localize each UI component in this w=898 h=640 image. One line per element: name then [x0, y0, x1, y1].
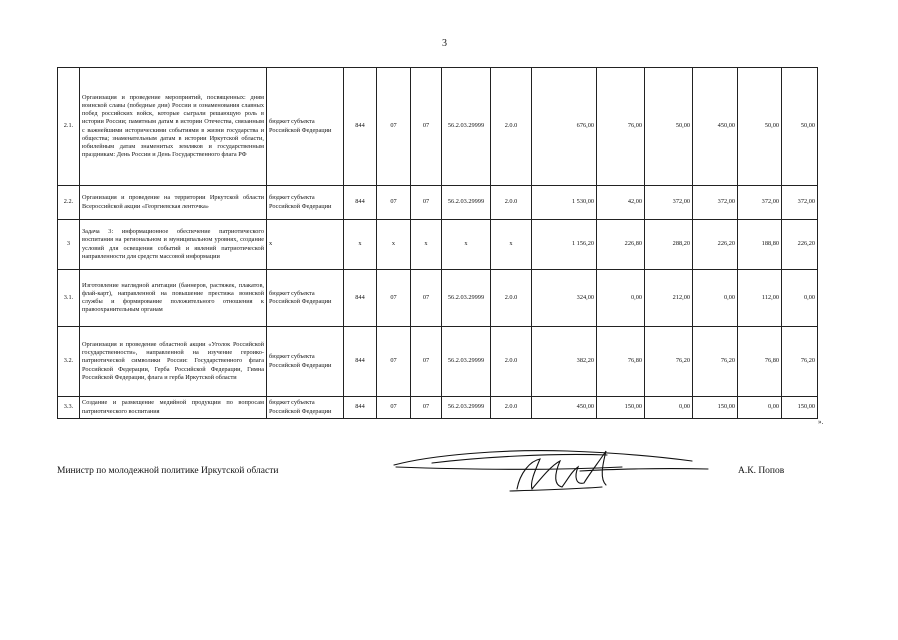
cell-pr: x [411, 220, 442, 270]
cell-name: Задача 3: информационное обеспечение патриотического воспитания на региональном и муниципальном уровнях, создание условий для освещения событий и явлений патриотической направленности для средств массовой информации [80, 220, 267, 270]
cell-source: x [267, 220, 344, 270]
cell-total: 1 530,00 [532, 186, 597, 220]
cell-num: 3.3. [58, 397, 80, 419]
cell-y3: 76,20 [693, 327, 738, 397]
cell-y1: 42,00 [597, 186, 645, 220]
table-body [58, 68, 818, 419]
cell-grbs: 844 [344, 68, 377, 186]
closing-quote-mark: ». [818, 418, 824, 426]
cell-csr: 56.2.03.29999 [442, 397, 491, 419]
cell-grbs: 844 [344, 397, 377, 419]
cell-name: Организация и проведение областной акции «Уголок Российской государственности», направленной на изучение героико-патриотической символики России: Государственного флага Российской Федерации, Герба Российской Федерации, Гимна Российской Федерации, флага и герба Иркутской области [80, 327, 267, 397]
cell-vr: 2.0.0 [491, 186, 532, 220]
cell-total: 324,00 [532, 270, 597, 327]
cell-rz: 07 [377, 397, 411, 419]
cell-source: бюджет субъекта Российской Федерации [267, 186, 344, 220]
cell-y5: 0,00 [782, 270, 818, 327]
cell-name: Изготовление наглядной агитации (баннеров, растяжек, плакатов, флай-карт), направленной на повышение престижа воинской службы и формирование положительного отношения к правоохранительным органам [80, 270, 267, 327]
cell-y2: 288,20 [645, 220, 693, 270]
cell-y1: 76,80 [597, 327, 645, 397]
cell-y4: 188,80 [738, 220, 782, 270]
cell-rz: 07 [377, 186, 411, 220]
cell-pr: 07 [411, 68, 442, 186]
cell-y3: 0,00 [693, 270, 738, 327]
signer-title: Министр по молодежной политике Иркутской области [57, 466, 279, 476]
table-row [58, 220, 818, 270]
cell-source: бюджет субъекта Российской Федерации [267, 270, 344, 327]
cell-name: Создание и размещение медийной продукции по вопросам патриотического воспитания [80, 397, 267, 419]
cell-y4: 50,00 [738, 68, 782, 186]
cell-y1: 0,00 [597, 270, 645, 327]
cell-vr: 2.0.0 [491, 270, 532, 327]
cell-rz: 07 [377, 68, 411, 186]
cell-csr: 56.2.03.29999 [442, 68, 491, 186]
cell-num: 2.1. [58, 68, 80, 186]
cell-y2: 372,00 [645, 186, 693, 220]
cell-total: 1 156,20 [532, 220, 597, 270]
cell-vr: 2.0.0 [491, 327, 532, 397]
cell-csr: 56.2.03.29999 [442, 186, 491, 220]
table-row [58, 397, 818, 419]
cell-source: бюджет субъекта Российской Федерации [267, 327, 344, 397]
cell-y4: 76,80 [738, 327, 782, 397]
cell-num: 3.1. [58, 270, 80, 327]
cell-y5: 50,00 [782, 68, 818, 186]
table-row [58, 68, 818, 186]
cell-rz: 07 [377, 270, 411, 327]
page-number: 3 [442, 38, 447, 49]
table-row [58, 270, 818, 327]
cell-name: Организация и проведение мероприятий, посвященных: дням воинской славы (победные дни) России и ознаменования славных побед российских войск, которые сыграли решающую роль в истории России; памятным датам в истории Отечества, связанным с важнейшими историческими событиями в жизни государства и общества; знаменательным датам в истории Иркутской области, юбилейным датам знаменитых земляков и государственным праздникам: День России и День Государственного флага РФ [80, 68, 267, 186]
cell-grbs: 844 [344, 270, 377, 327]
cell-pr: 07 [411, 186, 442, 220]
cell-y5: 76,20 [782, 327, 818, 397]
cell-y4: 112,00 [738, 270, 782, 327]
cell-pr: 07 [411, 270, 442, 327]
cell-total: 450,00 [532, 397, 597, 419]
cell-y4: 372,00 [738, 186, 782, 220]
cell-pr: 07 [411, 397, 442, 419]
cell-total: 676,00 [532, 68, 597, 186]
cell-num: 3.2. [58, 327, 80, 397]
signature-image [392, 443, 712, 498]
table-row [58, 186, 818, 220]
cell-rz: x [377, 220, 411, 270]
cell-y5: 150,00 [782, 397, 818, 419]
budget-table [57, 67, 818, 419]
cell-y3: 372,00 [693, 186, 738, 220]
cell-num: 2.2. [58, 186, 80, 220]
cell-csr: x [442, 220, 491, 270]
cell-y3: 450,00 [693, 68, 738, 186]
cell-y5: 226,20 [782, 220, 818, 270]
cell-csr: 56.2.03.29999 [442, 327, 491, 397]
cell-source: бюджет субъекта Российской Федерации [267, 68, 344, 186]
cell-y1: 226,80 [597, 220, 645, 270]
cell-y2: 76,20 [645, 327, 693, 397]
cell-vr: x [491, 220, 532, 270]
cell-vr: 2.0.0 [491, 68, 532, 186]
cell-grbs: x [344, 220, 377, 270]
cell-y5: 372,00 [782, 186, 818, 220]
cell-name: Организация и проведение на территории Иркутской области Всероссийской акции «Георгиевская ленточка» [80, 186, 267, 220]
cell-y4: 0,00 [738, 397, 782, 419]
cell-y2: 212,00 [645, 270, 693, 327]
cell-y3: 226,20 [693, 220, 738, 270]
cell-vr: 2.0.0 [491, 397, 532, 419]
cell-rz: 07 [377, 327, 411, 397]
signer-name: А.К. Попов [738, 466, 785, 476]
cell-csr: 56.2.03.29999 [442, 270, 491, 327]
cell-y1: 76,00 [597, 68, 645, 186]
cell-y2: 50,00 [645, 68, 693, 186]
cell-source: бюджет субъекта Российской Федерации [267, 397, 344, 419]
cell-grbs: 844 [344, 186, 377, 220]
cell-total: 382,20 [532, 327, 597, 397]
cell-num: 3 [58, 220, 80, 270]
cell-y2: 0,00 [645, 397, 693, 419]
cell-pr: 07 [411, 327, 442, 397]
cell-y3: 150,00 [693, 397, 738, 419]
table-row [58, 327, 818, 397]
cell-y1: 150,00 [597, 397, 645, 419]
cell-grbs: 844 [344, 327, 377, 397]
